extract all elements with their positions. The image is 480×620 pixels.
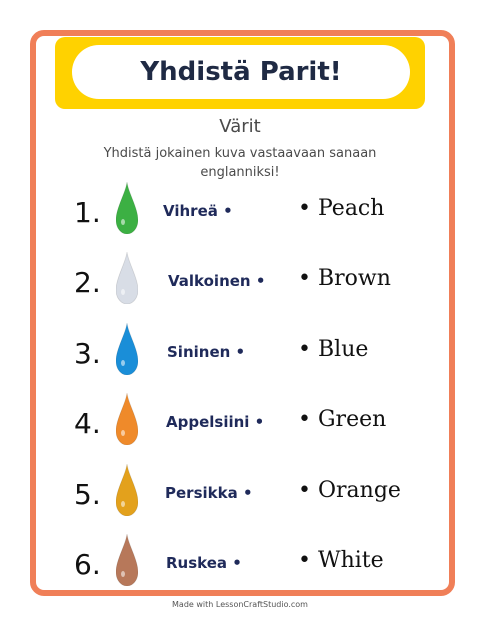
match-row [0,464,480,524]
english-word-4[interactable]: • Green [298,407,387,432]
match-dot-right[interactable]: • [298,196,311,221]
color-drop-icon [116,534,138,586]
match-dot-right[interactable]: • [298,337,311,362]
item-number: 2. [74,266,101,299]
match-row [0,323,480,383]
finnish-word-3[interactable]: Sininen • [167,343,246,361]
match-dot-left[interactable]: • [223,202,233,220]
color-drop-icon [116,182,138,234]
worksheet-subtitle: Värit [219,116,261,137]
item-number: 5. [74,478,101,511]
finnish-word-4[interactable]: Appelsiini • [166,413,265,431]
page-title: Yhdistä Parit! [72,45,410,99]
match-row [0,534,480,594]
item-number: 4. [74,407,101,440]
item-number: 3. [74,337,101,370]
match-dot-right[interactable]: • [298,266,311,291]
match-dot-left[interactable]: • [242,484,253,502]
english-word-6[interactable]: • White [298,548,384,573]
color-drop-icon [116,252,138,304]
match-dot-right[interactable]: • [298,478,311,503]
finnish-word-1[interactable]: Vihreä • [163,202,233,220]
english-word-3[interactable]: • Blue [298,337,369,362]
match-dot-right[interactable]: • [298,548,311,573]
english-word-1[interactable]: • Peach [298,196,385,221]
match-row [0,393,480,453]
footer-credit: Made with LessonCraftStudio.com [172,600,308,609]
item-number: 1. [74,196,101,229]
match-dot-left[interactable]: • [235,343,246,361]
finnish-word-2[interactable]: Valkoinen • [168,272,266,290]
match-dot-left[interactable]: • [255,272,266,290]
match-row [0,182,480,242]
english-word-5[interactable]: • Orange [298,478,401,503]
instructions-text: Yhdistä jokainen kuva vastaavaan sanaan englanniksi! [103,146,377,180]
finnish-word-5[interactable]: Persikka • [165,484,253,502]
match-row [0,252,480,312]
match-dot-left[interactable]: • [232,554,242,572]
match-dot-right[interactable]: • [298,407,311,432]
finnish-word-6[interactable]: Ruskea • [166,554,242,572]
color-drop-icon [116,323,138,375]
match-dot-left[interactable]: • [254,413,265,431]
english-word-2[interactable]: • Brown [298,266,391,291]
color-drop-icon [116,393,138,445]
color-drop-icon [116,464,138,516]
item-number: 6. [74,548,101,581]
